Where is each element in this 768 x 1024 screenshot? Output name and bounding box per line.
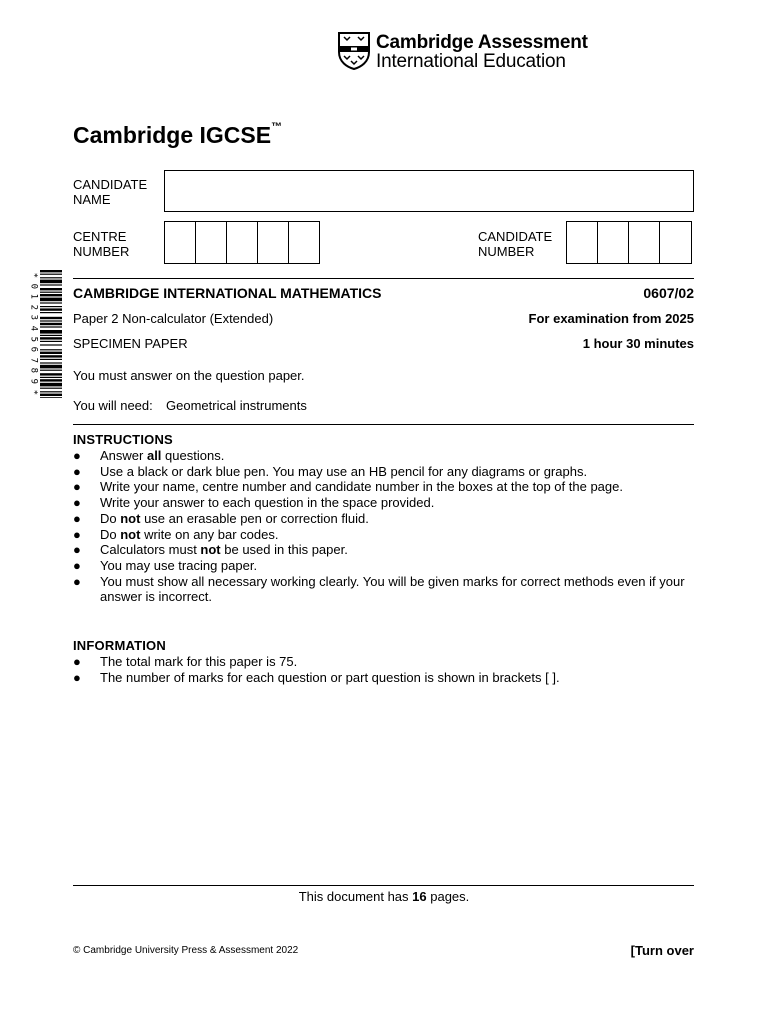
barcode-bar: [40, 341, 62, 342]
instructions-text: Write your name, centre number and candidate number in the boxes at the top of the page.: [100, 479, 623, 495]
barcode-bar: [40, 397, 62, 398]
divider-top: [73, 278, 694, 279]
exam-duration: 1 hour 30 minutes: [582, 336, 694, 351]
barcode-bar: [40, 337, 62, 339]
information-list: [73, 654, 700, 685]
information-item: [73, 654, 700, 670]
candidate-name-label-line2: NAME: [73, 192, 111, 207]
barcode-digit: 8: [28, 367, 39, 374]
barcode: [28, 270, 64, 398]
need-value: Geometrical instruments: [166, 398, 307, 413]
barcode-bars: [40, 270, 62, 398]
bullet-icon: ●: [73, 463, 81, 479]
bullet-icon: ●: [73, 573, 81, 589]
barcode-bar: [40, 284, 62, 285]
instructions-item: [73, 464, 700, 480]
barcode-digit: *: [28, 272, 39, 278]
centre-number-digit-box[interactable]: [164, 221, 196, 264]
barcode-digit: 9: [28, 378, 39, 384]
centre-number-boxes: [164, 221, 319, 264]
information-text: The total mark for this paper is 75.: [100, 654, 298, 669]
subject-title: CAMBRIDGE INTERNATIONAL MATHEMATICS: [73, 285, 382, 301]
instructions-item: [73, 479, 700, 495]
barcode-bar: [40, 288, 62, 290]
barcode-bar: [40, 359, 62, 360]
barcode-bar: [40, 277, 62, 278]
barcode-bar: [40, 302, 62, 303]
barcode-bar: [40, 294, 62, 296]
bullet-icon: ●: [73, 557, 81, 573]
candidate-number-digit-box[interactable]: [659, 221, 692, 264]
bullet-icon: ●: [73, 448, 81, 463]
candidate-number-label: [478, 229, 552, 259]
logo-line-1: Cambridge Assessment: [376, 32, 588, 53]
instructions-text: be used in this paper.: [220, 542, 348, 558]
barcode-bar: [40, 379, 62, 381]
instructions-text: Do: [100, 526, 121, 542]
barcode-bar: [40, 365, 62, 369]
instructions-text: Do: [100, 510, 121, 526]
university-shield-icon: [338, 32, 370, 70]
instructions-text: Write your answer to each question in the space provided.: [100, 495, 435, 511]
bullet-icon: ●: [73, 542, 81, 558]
paper-title: Paper 2 Non-calculator (Extended): [73, 311, 274, 326]
cambridge-logo: [338, 32, 588, 72]
instructions-text: questions.: [161, 448, 225, 463]
barcode-digit: *: [28, 389, 39, 395]
page-count-note: [0, 889, 768, 904]
barcode-bar: [40, 362, 62, 363]
instructions-emphasis: not: [120, 510, 141, 526]
bullet-icon: ●: [73, 479, 81, 495]
page-count-pre: This document has: [298, 889, 413, 904]
instructions-emphasis: not: [200, 542, 221, 558]
bullet-icon: ●: [73, 526, 81, 542]
instructions-item: [73, 495, 700, 511]
candidate-number-label-line1: CANDIDATE: [478, 229, 553, 244]
barcode-digit: 0: [28, 283, 39, 289]
instructions-item: [73, 527, 700, 543]
centre-number-label-line1: CENTRE: [73, 229, 127, 244]
barcode-bar: [40, 377, 62, 378]
barcode-bar: [40, 270, 62, 272]
barcode-bar: [40, 352, 62, 354]
instructions-emphasis: all: [146, 448, 162, 463]
instructions-item: [73, 448, 700, 464]
instructions-emphasis: not: [120, 526, 141, 542]
barcode-digit: 3: [28, 314, 39, 321]
information-title: INFORMATION: [73, 638, 166, 653]
syllabus-code: 0607/02: [643, 285, 694, 301]
information-text: The number of marks for each question or part question is shown in brackets [ ].: [100, 669, 560, 685]
instructions-item: [73, 574, 700, 605]
barcode-digit: 7: [28, 357, 39, 363]
candidate-name-label-line1: CANDIDATE: [73, 177, 148, 192]
answer-note: You must answer on the question paper.: [73, 368, 305, 383]
centre-number-digit-box[interactable]: [257, 221, 289, 264]
need-label: You will need:: [73, 398, 153, 413]
page-count: 16: [412, 889, 427, 904]
information-item: [73, 670, 700, 686]
candidate-name-label: [73, 177, 147, 207]
candidate-name-box[interactable]: [164, 170, 694, 212]
logo-line-2: International Education: [376, 51, 566, 72]
paper-type: SPECIMEN PAPER: [73, 336, 188, 351]
brand-title: Cambridge IGCSE: [73, 122, 272, 148]
candidate-number-digit-box[interactable]: [597, 221, 629, 264]
centre-number-digit-box[interactable]: [226, 221, 258, 264]
barcode-bar: [40, 323, 62, 325]
instructions-item: [73, 558, 700, 574]
barcode-bar: [40, 373, 62, 375]
instructions-text: Answer: [100, 448, 147, 463]
barcode-bar: [40, 326, 62, 327]
page-count-post: pages.: [426, 889, 470, 904]
instructions-text: You may use tracing paper.: [100, 557, 258, 573]
divider-middle: [73, 424, 694, 425]
barcode-bar: [40, 312, 62, 313]
barcode-digit: 2: [28, 304, 39, 310]
instructions-list: [73, 448, 700, 605]
exam-from: For examination from 2025: [528, 311, 694, 326]
instructions-text: use an erasable pen or correction fluid.: [140, 510, 369, 526]
barcode-bar: [40, 306, 62, 307]
centre-number-label: [73, 229, 129, 259]
candidate-number-digit-box[interactable]: [628, 221, 660, 264]
barcode-digit: 4: [28, 325, 39, 331]
barcode-bar: [40, 292, 62, 293]
instructions-text: You must show all necessary working clearly. You will be given marks for correct methods even if your answer is incorrect.: [100, 573, 685, 605]
barcode-digit: 6: [28, 346, 39, 353]
barcode-digit: 1: [28, 293, 39, 300]
barcode-bar: [40, 298, 62, 302]
centre-number-digit-box[interactable]: [288, 221, 320, 264]
barcode-bar: [40, 274, 62, 275]
barcode-bar: [40, 308, 62, 310]
barcode-bar: [40, 335, 62, 336]
turn-over: [Turn over: [630, 943, 694, 958]
instructions-text: write on any bar codes.: [140, 526, 279, 542]
barcode-bar: [40, 320, 62, 321]
barcode-bar: [40, 383, 62, 387]
barcode-bar: [40, 344, 62, 345]
barcode-bar: [40, 388, 62, 389]
trademark-symbol: ™: [271, 121, 283, 134]
copyright: © Cambridge University Press & Assessment 2022: [73, 945, 299, 956]
barcode-bar: [40, 370, 62, 371]
centre-number-digit-box[interactable]: [195, 221, 227, 264]
barcode-bar: [40, 317, 62, 319]
instructions-text: Use a black or dark blue pen. You may use an HB pencil for any diagrams or graphs.: [100, 463, 588, 479]
bullet-icon: ●: [73, 495, 81, 511]
bullet-icon: ●: [73, 669, 81, 685]
barcode-bar: [40, 280, 62, 284]
bullet-icon: ●: [73, 654, 81, 669]
divider-footer: [73, 885, 694, 886]
barcode-bar: [40, 391, 62, 392]
bullet-icon: ●: [73, 510, 81, 526]
barcode-bar: [40, 330, 62, 334]
page-title: [73, 122, 282, 149]
barcode-bar: [40, 355, 62, 357]
candidate-number-label-line2: NUMBER: [478, 244, 535, 259]
instructions-item: [73, 511, 700, 527]
barcode-bar: [40, 394, 62, 396]
instructions-title: INSTRUCTIONS: [73, 432, 173, 447]
barcode-bar: [40, 349, 62, 350]
instructions-text: Calculators must: [100, 542, 201, 558]
barcode-digit: 5: [28, 336, 39, 342]
barcode-digits: [28, 270, 38, 398]
candidate-number-digit-box[interactable]: [566, 221, 598, 264]
candidate-number-boxes: [566, 221, 691, 264]
centre-number-label-line2: NUMBER: [73, 244, 130, 259]
instructions-item: [73, 542, 700, 558]
